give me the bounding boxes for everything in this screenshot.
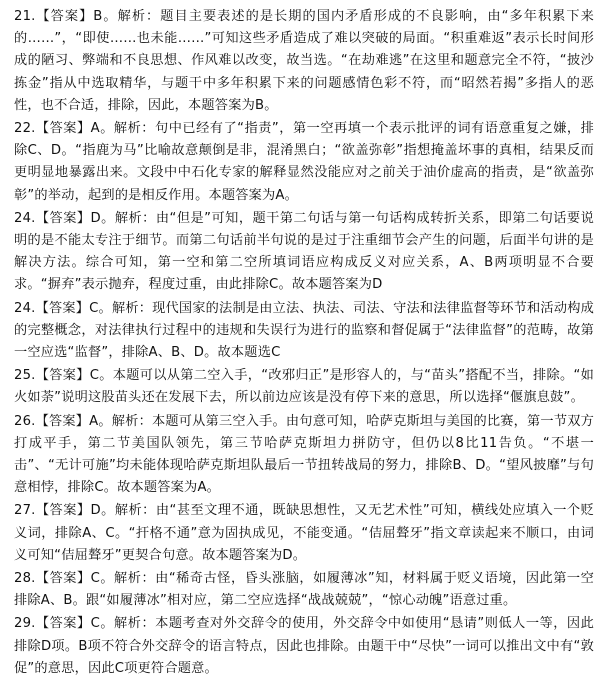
answer-item-22: 22.【答案】A。解析：句中已经有了“指责”，第一空再填一个表示批评的词有语意重复之嫌，排除C、D。“指鹿为马”比喻故意颠倒是非，混淆黑白；“欲盖弥彰”指想掩盖坏事的真相，结果反而更明显地暴露出来。文段中中石化专家的解释显然没能应对之前关于油价虚高的指责，是“欲盖弥彰”的举动，起到的是相反作用。本题答案为A。 — [14, 121, 594, 203]
answer-item-26: 26.【答案】A。解析：本题可从第三空入手。由句意可知，哈萨克斯坦与美国的比赛，第一节双方打成平手，第二节美国队领先，第三节哈萨克斯坦力拼防守，但仍以8比11告负。“不堪一击”、“无计可施”均未能体现哈萨克斯坦队最后一节扭转战局的努力，排除B、D。“望风披靡”与句意相悖，排除C。故本题答案为A。 — [14, 413, 594, 496]
answer-item-21: 21.【答案】B。解析：题目主要表述的是长期的国内矛盾形成的不良影响，由“多年积累下来的……”，“即使……也未能……”可知这些矛盾造成了难以突破的局面。“积重难返”表示长时间形成的陋习、弊端和不良思想、作风难以改变，故当选。“在劫难逃”在这里和题意完全不符，“披沙拣金”指从中选取精华，与题干中多年积累下来的问题感情色彩不符，而“昭然若揭”多指人的恶性，也不合适，排除，因此，本题答案为B。 — [14, 9, 594, 113]
answer-item-25: 25.【答案】C。本题可以从第二空入手，“改邪归正”是形容人的，与“苗头”搭配不当，排除。“如火如荼”说明这股苗头还在发展下去，所以前边应该是没有停下来的意思，所以选择“偃旗息鼓”。 — [14, 368, 594, 406]
answer-item-29: 29.【答案】C。解析：本题考查对外交辞令的使用，外交辞令中如使用“恳请”则低人一等，因此排除D项。B项不符合外交辞令的语言特点，因此也排除。由题干中“尽快”一词可以推出文中有“敦促”的意思，因此C项更符合题意。 — [14, 616, 594, 676]
answer-item-24a: 24.【答案】D。解析：由“但是”可知，题干第二句话与第一句话构成转折关系，即第二句话要说明的是不能太专注于细节。而第二句话前半句说的是过于注重细节会产生的问题，后面半句讲的是解决方法。综合可知，第一空和第二空所填词语应构成反义对应关系，A、B两项明显不合要求。“摒弃”表示抛弃，程度过重，由此排除C。故本题答案为D — [14, 210, 594, 293]
answer-item-24b: 24.【答案】C。解析：现代国家的法制是由立法、执法、司法、守法和法律监督等环节和活动构成的完整概念，对法律执行过程中的违规和失误行为进行的监察和督促属于“法律监督”的范畴，故第一空应选“监督”，排除A、B、D。故本题选C — [14, 300, 594, 361]
answer-item-27: 27.【答案】D。解析：由“甚至文理不通，既缺思想性，又无艺术性”可知，横线处应填入一个贬义词，排除A、C。“扞格不通”意为固执成见，不能变通。“佶屈聱牙”指文章读起来不顺口，由词义可知“佶屈聱牙”更契合句意。故本题答案为D。 — [14, 503, 594, 563]
answer-item-28: 28.【答案】C。解析：由“稀奇古怪，昏头涨脑，如履薄冰”知，材料属于贬义语境，因此第一空排除A、B。跟“如履薄冰”相对应，第二空应选择“战战兢兢”，“惊心动魄”语意过重。 — [14, 571, 594, 609]
